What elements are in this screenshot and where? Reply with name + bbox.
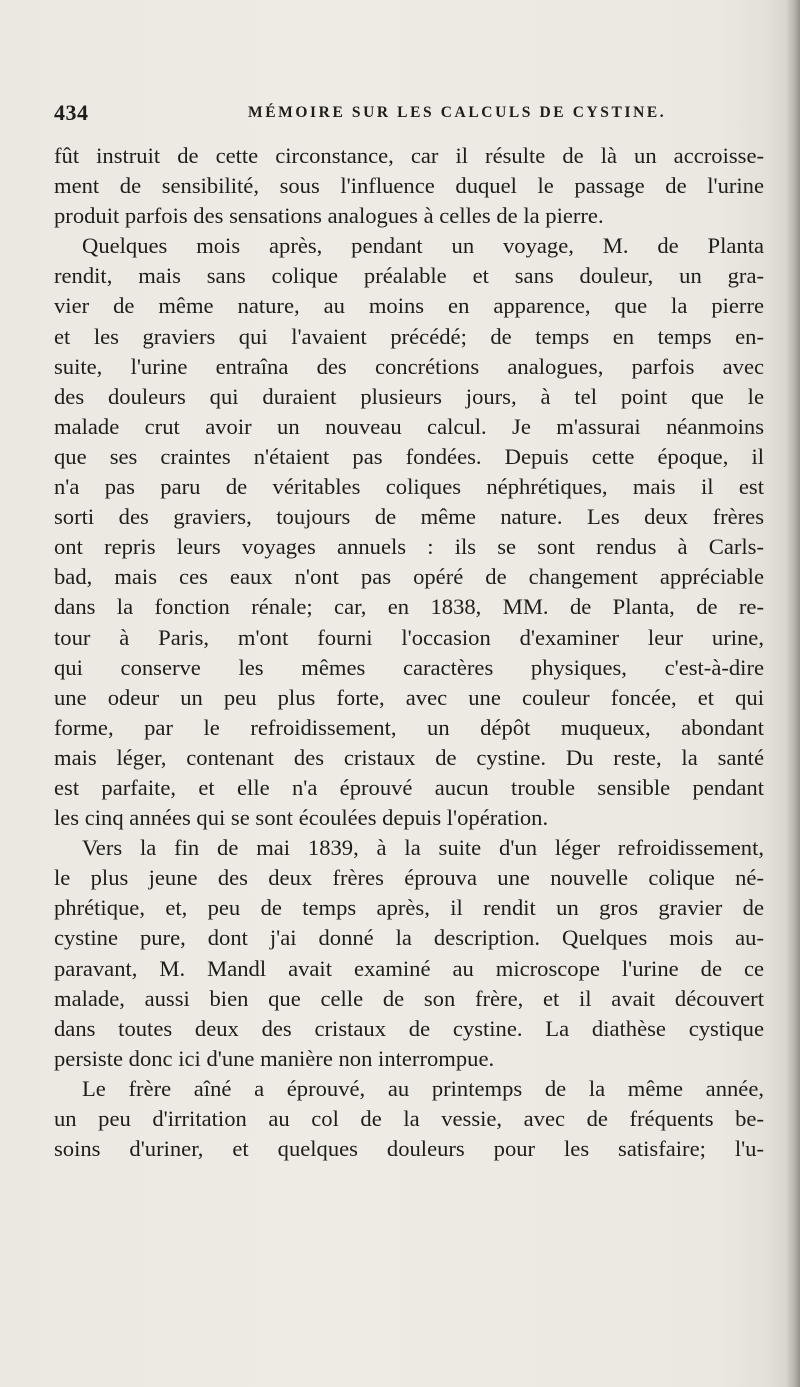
text-line: ont repris leurs voyages annuels : ils se sont rendus à Carls- (54, 534, 764, 560)
text-line: vier de même nature, au moins en apparence, que la pierre (54, 293, 764, 319)
text-line: dans la fonction rénale; car, en 1838, MM. de Planta, de re- (54, 594, 764, 620)
text-line: n'a pas paru de véritables coliques néphrétiques, mais il est (54, 474, 764, 500)
text-line: suite, l'urine entraîna des concrétions analogues, parfois avec (54, 353, 764, 379)
text-line: est parfaite, et elle n'a éprouvé aucun trouble sensible pendant (54, 774, 764, 800)
page-edge-shadow (786, 0, 800, 1387)
text-line: tour à Paris, m'ont fourni l'occasion d'examiner leur urine, (54, 624, 764, 650)
body-text (54, 141, 764, 1164)
text-line: produit parfois des sensations analogues à celles de la pierre. (54, 203, 604, 229)
text-line: les cinq années qui se sont écoulées depuis l'opération. (54, 805, 549, 831)
page-header (54, 100, 754, 130)
text-line: bad, mais ces eaux n'ont pas opéré de changement appréciable (54, 564, 764, 590)
running-head: MÉMOIRE SUR LES CALCULS DE CYSTINE. (248, 104, 667, 121)
text-line: mais léger, contenant des cristaux de cystine. Du reste, la santé (54, 744, 764, 770)
text-line: fût instruit de cette circonstance, car il résulte de là un accroisse- (54, 143, 764, 168)
text-line: le plus jeune des deux frères éprouva une nouvelle colique né- (54, 865, 764, 891)
text-line: Quelques mois après, pendant un voyage, M. de Planta (82, 233, 764, 259)
text-line: forme, par le refroidissement, un dépôt muqueux, abondant (54, 714, 764, 740)
text-line: que ses craintes n'étaient pas fondées. Depuis cette époque, il (54, 443, 764, 469)
text-line: Le frère aîné a éprouvé, au printemps de la même année, (82, 1075, 764, 1101)
text-line: persiste donc ici d'une manière non interrompue. (54, 1045, 495, 1071)
text-line: phrétique, et, peu de temps après, il rendit un gros gravier de (54, 895, 764, 921)
page-number: 434 (54, 100, 89, 125)
text-line: qui conserve les mêmes caractères physiques, c'est-à-dire (54, 654, 764, 680)
text-line: une odeur un peu plus forte, avec une couleur foncée, et qui (54, 684, 764, 710)
text-line: ment de sensibilité, sous l'influence duquel le passage de l'urine (54, 173, 764, 199)
text-line: malade crut avoir un nouveau calcul. Je m'assurai néanmoins (54, 413, 764, 439)
text-line: soins d'uriner, et quelques douleurs pour les satisfaire; l'u- (54, 1136, 764, 1162)
text-line: des douleurs qui duraient plusieurs jours, à tel point que le (54, 383, 764, 409)
text-line: malade, aussi bien que celle de son frère, et il avait découvert (54, 985, 764, 1011)
text-line: et les graviers qui l'avaient précédé; de temps en temps en- (54, 323, 764, 349)
text-line: Vers la fin de mai 1839, à la suite d'un léger refroidissement, (82, 835, 764, 861)
text-line: paravant, M. Mandl avait examiné au microscope l'urine de ce (54, 955, 764, 981)
text-line: sorti des graviers, toujours de même nature. Les deux frères (54, 504, 764, 530)
text-line: cystine pure, dont j'ai donné la description. Quelques mois au- (54, 925, 764, 951)
text-line: rendit, mais sans colique préalable et sans douleur, un gra- (54, 263, 764, 289)
text-line: dans toutes deux des cristaux de cystine. La diathèse cystique (54, 1015, 764, 1041)
text-line: un peu d'irritation au col de la vessie, avec de fréquents be- (54, 1106, 764, 1131)
